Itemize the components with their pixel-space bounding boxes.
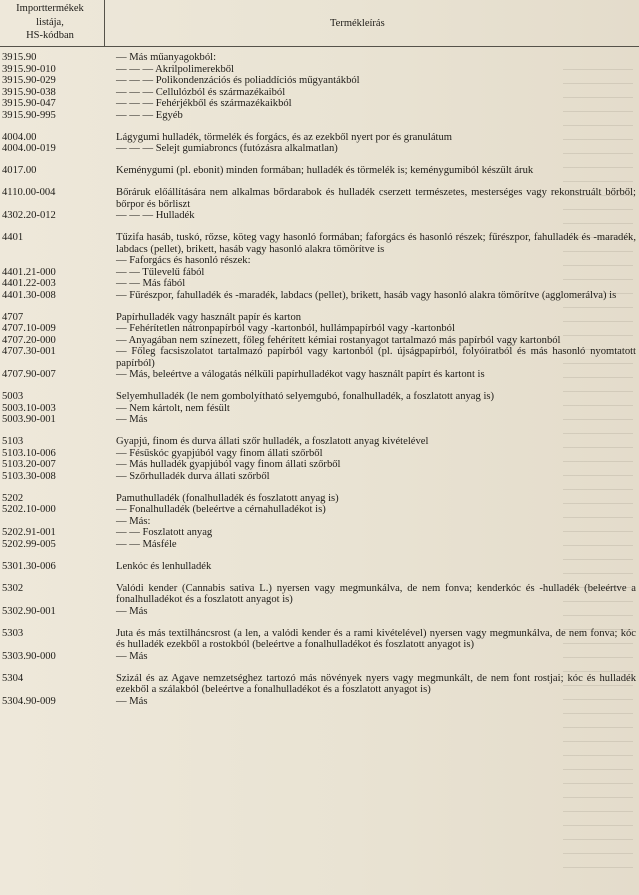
hs-code: 4110.00-004	[2, 187, 56, 198]
product-description: — — — Selejt gumiabroncs (futózásra alkalmatlan)	[116, 143, 338, 154]
table-row	[0, 504, 639, 516]
table-row	[0, 448, 639, 460]
hs-code: 5304.90-009	[2, 695, 56, 707]
hs-code: 4707.30-001	[2, 346, 56, 357]
product-description: — — Tűlevelű fából	[116, 266, 205, 278]
hs-code: 3915.90	[2, 52, 37, 63]
product-description: — — — Hulladék	[116, 210, 195, 221]
product-description: Pamuthulladék (fonalhulladék és foszlatott anyag is)	[116, 492, 339, 504]
table-group	[0, 165, 639, 177]
hs-code: 5103.20-007	[2, 459, 56, 470]
hs-code: 5301.30-006	[2, 560, 56, 572]
hs-code: 3915.90-047	[2, 98, 56, 109]
table-row	[0, 87, 639, 99]
table-group	[0, 312, 639, 381]
table-row	[0, 628, 639, 651]
hs-code: 4401.21-000	[2, 266, 56, 278]
table-row	[0, 267, 639, 279]
product-description: Tűzifa hasáb, tuskó, rőzse, köteg vagy hasonló formában; faforgács és hasonló részek; fűrészpor, fahulladék és -maradék, labdacs (pellet), brikett, hasáb vagy hasonló alakra tömörítve is	[116, 232, 636, 255]
table-row	[0, 255, 639, 267]
table-row	[0, 232, 639, 255]
product-description: — — Foszlatott anyag	[116, 527, 213, 538]
product-description: — Más	[116, 414, 148, 425]
hs-code: 5003.10-003	[2, 402, 56, 414]
table-row	[0, 323, 639, 335]
hs-code: 4707.90-007	[2, 369, 56, 380]
table-group	[0, 391, 639, 426]
product-description: — — — Fehérjékből és származékaikból	[116, 98, 292, 109]
hs-code: 5303	[2, 627, 24, 639]
hs-code: 3915.90-029	[2, 75, 56, 86]
product-description: — Fésűskóc gyapjúból vagy finom állati szőrből	[116, 447, 323, 459]
product-description: Bőráruk előállítására nem alkalmas bőrdarabok és hulladék cserzett természetes, mesterséges vagy rekonstruált bőrből; bőrpor és bőrliszt	[116, 187, 636, 210]
table-group	[0, 436, 639, 482]
hs-code: 5202.91-001	[2, 527, 56, 538]
table-row	[0, 187, 639, 210]
product-description: — Más	[116, 605, 148, 617]
header-description-column: Termékleírás	[330, 18, 385, 29]
product-description: — — — Egyéb	[116, 109, 183, 121]
product-description: Selyemhulladék (le nem gombolyítható selyemgubó, fonalhulladék, a foszlatott anyag is)	[116, 391, 495, 402]
table-group	[0, 232, 639, 301]
table-row	[0, 290, 639, 302]
table-row	[0, 516, 639, 528]
hs-code: 4401.22-003	[2, 278, 56, 289]
product-description: — Faforgács és hasonló részek:	[116, 255, 251, 266]
header-code-line: HS-kódban	[26, 30, 74, 41]
hs-code: 4707.20-000	[2, 334, 56, 346]
hs-code: 3915.90-010	[2, 63, 56, 75]
hs-code: 5303.90-000	[2, 650, 56, 662]
product-description: Juta és más textilháncsrost (a len, a valódi kender és a rami kivételével) nyersen vagy megmunkálva, de nem fonva; kóc és hulladék ezekből a rostokból (beleértve a fonalhulladékot és foszlatott anyagot is)	[116, 627, 636, 650]
hs-code: 4302.20-012	[2, 210, 56, 221]
hs-code: 5003	[2, 391, 24, 402]
product-description: Valódi kender (Cannabis sativa L.) nyersen vagy megmunkálva, de nem fonva; kenderkóc és -hulladék (beleértve a fonalhulladékot és a foszlatott anyagot is)	[116, 582, 636, 605]
product-description: — — — Cellulózból és származékaiból	[116, 86, 286, 98]
hs-code: 5202	[2, 492, 24, 504]
table-row	[0, 459, 639, 471]
product-description: — — — Akrilpolimerekből	[116, 63, 234, 75]
product-description: — Más hulladék gyapjúból vagy finom állati szőrből	[116, 459, 341, 470]
product-description: — Más műanyagokból:	[116, 52, 217, 63]
product-description: — — Más fából	[116, 278, 186, 289]
table-row	[0, 606, 639, 618]
table-group	[0, 493, 639, 551]
table-body	[0, 52, 639, 718]
table-row	[0, 312, 639, 324]
product-description: — — Másféle	[116, 538, 177, 550]
hs-code: 3915.90-038	[2, 86, 56, 98]
product-description: — Nem kártolt, nem fésült	[116, 402, 230, 414]
table-row	[0, 436, 639, 448]
table-row	[0, 493, 639, 505]
header-code-line: listája,	[36, 16, 64, 28]
table-row	[0, 335, 639, 347]
table-row	[0, 403, 639, 415]
table-group	[0, 52, 639, 121]
table-group	[0, 187, 639, 222]
hs-code: 4004.00-019	[2, 143, 56, 154]
table-group	[0, 673, 639, 708]
product-description: Lenkóc és lenhulladék	[116, 560, 212, 572]
product-description: Szizál és az Agave nemzetséghez tartozó más növények nyers vagy megmunkált, de nem font rostjai; kóc és hulladék ezekből a szálakból (beleértve a fonalhulladékot és a foszlatott anyagot is)	[116, 672, 636, 695]
header-divider	[104, 0, 105, 46]
product-description: — Más	[116, 650, 148, 662]
product-description: Papírhulladék vagy használt papír és karton	[116, 311, 302, 323]
hs-code: 5202.10-000	[2, 504, 56, 515]
table-row	[0, 52, 639, 64]
table-group	[0, 561, 639, 573]
product-description: — — — Polikondenzációs és poliaddíciós műgyantákból	[116, 75, 360, 86]
table-header	[0, 0, 639, 47]
table-row	[0, 75, 639, 87]
table-row	[0, 110, 639, 122]
product-description: — Más, beleértve a válogatás nélküli papírhulladékot vagy használt papírt és kartont is	[116, 369, 485, 380]
table-row	[0, 471, 639, 483]
product-description: Keménygumi (pl. ebonit) minden formában; hulladék és törmelék is; keménygumiból készült áruk	[116, 165, 534, 176]
table-row	[0, 527, 639, 539]
hs-code: 5304	[2, 672, 24, 684]
hs-code: 4004.00	[2, 131, 37, 143]
table-row	[0, 132, 639, 144]
table-row	[0, 561, 639, 573]
table-row	[0, 278, 639, 290]
product-description: — Más:	[116, 515, 151, 527]
hs-code: 5302	[2, 582, 24, 594]
table-group	[0, 628, 639, 663]
table-row	[0, 539, 639, 551]
product-description: Gyapjú, finom és durva állati szőr hulladék, a foszlatott anyag kivételével	[116, 436, 429, 447]
table-row	[0, 391, 639, 403]
hs-code: 5003.90-001	[2, 414, 56, 425]
product-description: — Fehérítetlen nátronpapírból vagy -kartonból, hullámpapírból vagy -kartonból	[116, 323, 455, 334]
product-description: — Fonalhulladék (beleértve a cérnahulladékot is)	[116, 504, 326, 515]
hs-code: 5103	[2, 436, 24, 447]
table-row	[0, 369, 639, 381]
table-row	[0, 651, 639, 663]
hs-code: 5103.30-008	[2, 470, 56, 482]
table-row	[0, 64, 639, 76]
hs-code: 4707	[2, 311, 24, 323]
table-group	[0, 583, 639, 618]
product-description: — Főleg facsiszolatot tartalmazó papírból vagy kartonból (pl. újságpapírból, folyóiratból és más hasonló nyomtatott papírból)	[116, 346, 636, 369]
table-row	[0, 673, 639, 696]
hs-code: 5202.99-005	[2, 538, 56, 550]
product-description: — Anyagában nem színezett, főleg fehérített kémiai rostanyagot tartalmazó más papírból vagy kartonból	[116, 334, 561, 346]
table-row	[0, 210, 639, 222]
table-row	[0, 583, 639, 606]
header-code-column	[0, 2, 100, 43]
hs-code	[0, 516, 116, 528]
product-description: — Fűrészpor, fahulladék és -maradék, labdacs (pellet), brikett, hasáb vagy hasonló alakra tömörítve (agglomerálva) is	[116, 289, 617, 301]
header-code-line: Importtermékek	[16, 3, 84, 14]
table-row	[0, 696, 639, 708]
hs-code: 4017.00	[2, 165, 37, 176]
product-description: — Más	[116, 695, 148, 707]
hs-code: 5302.90-001	[2, 605, 56, 617]
product-description: Lágygumi hulladék, törmelék és forgács, és az ezekből nyert por és granulátum	[116, 131, 453, 143]
table-row	[0, 346, 639, 369]
table-row	[0, 98, 639, 110]
hs-code: 3915.90-995	[2, 109, 56, 121]
hs-code	[0, 255, 116, 267]
hs-code: 5103.10-006	[2, 447, 56, 459]
table-row	[0, 143, 639, 155]
hs-code: 4401	[2, 232, 24, 243]
table-row	[0, 414, 639, 426]
table-group	[0, 132, 639, 155]
hs-code: 4401.30-008	[2, 289, 56, 301]
table-row	[0, 165, 639, 177]
hs-code: 4707.10-009	[2, 323, 56, 334]
product-description: — Szőrhulladék durva állati szőrből	[116, 470, 270, 482]
